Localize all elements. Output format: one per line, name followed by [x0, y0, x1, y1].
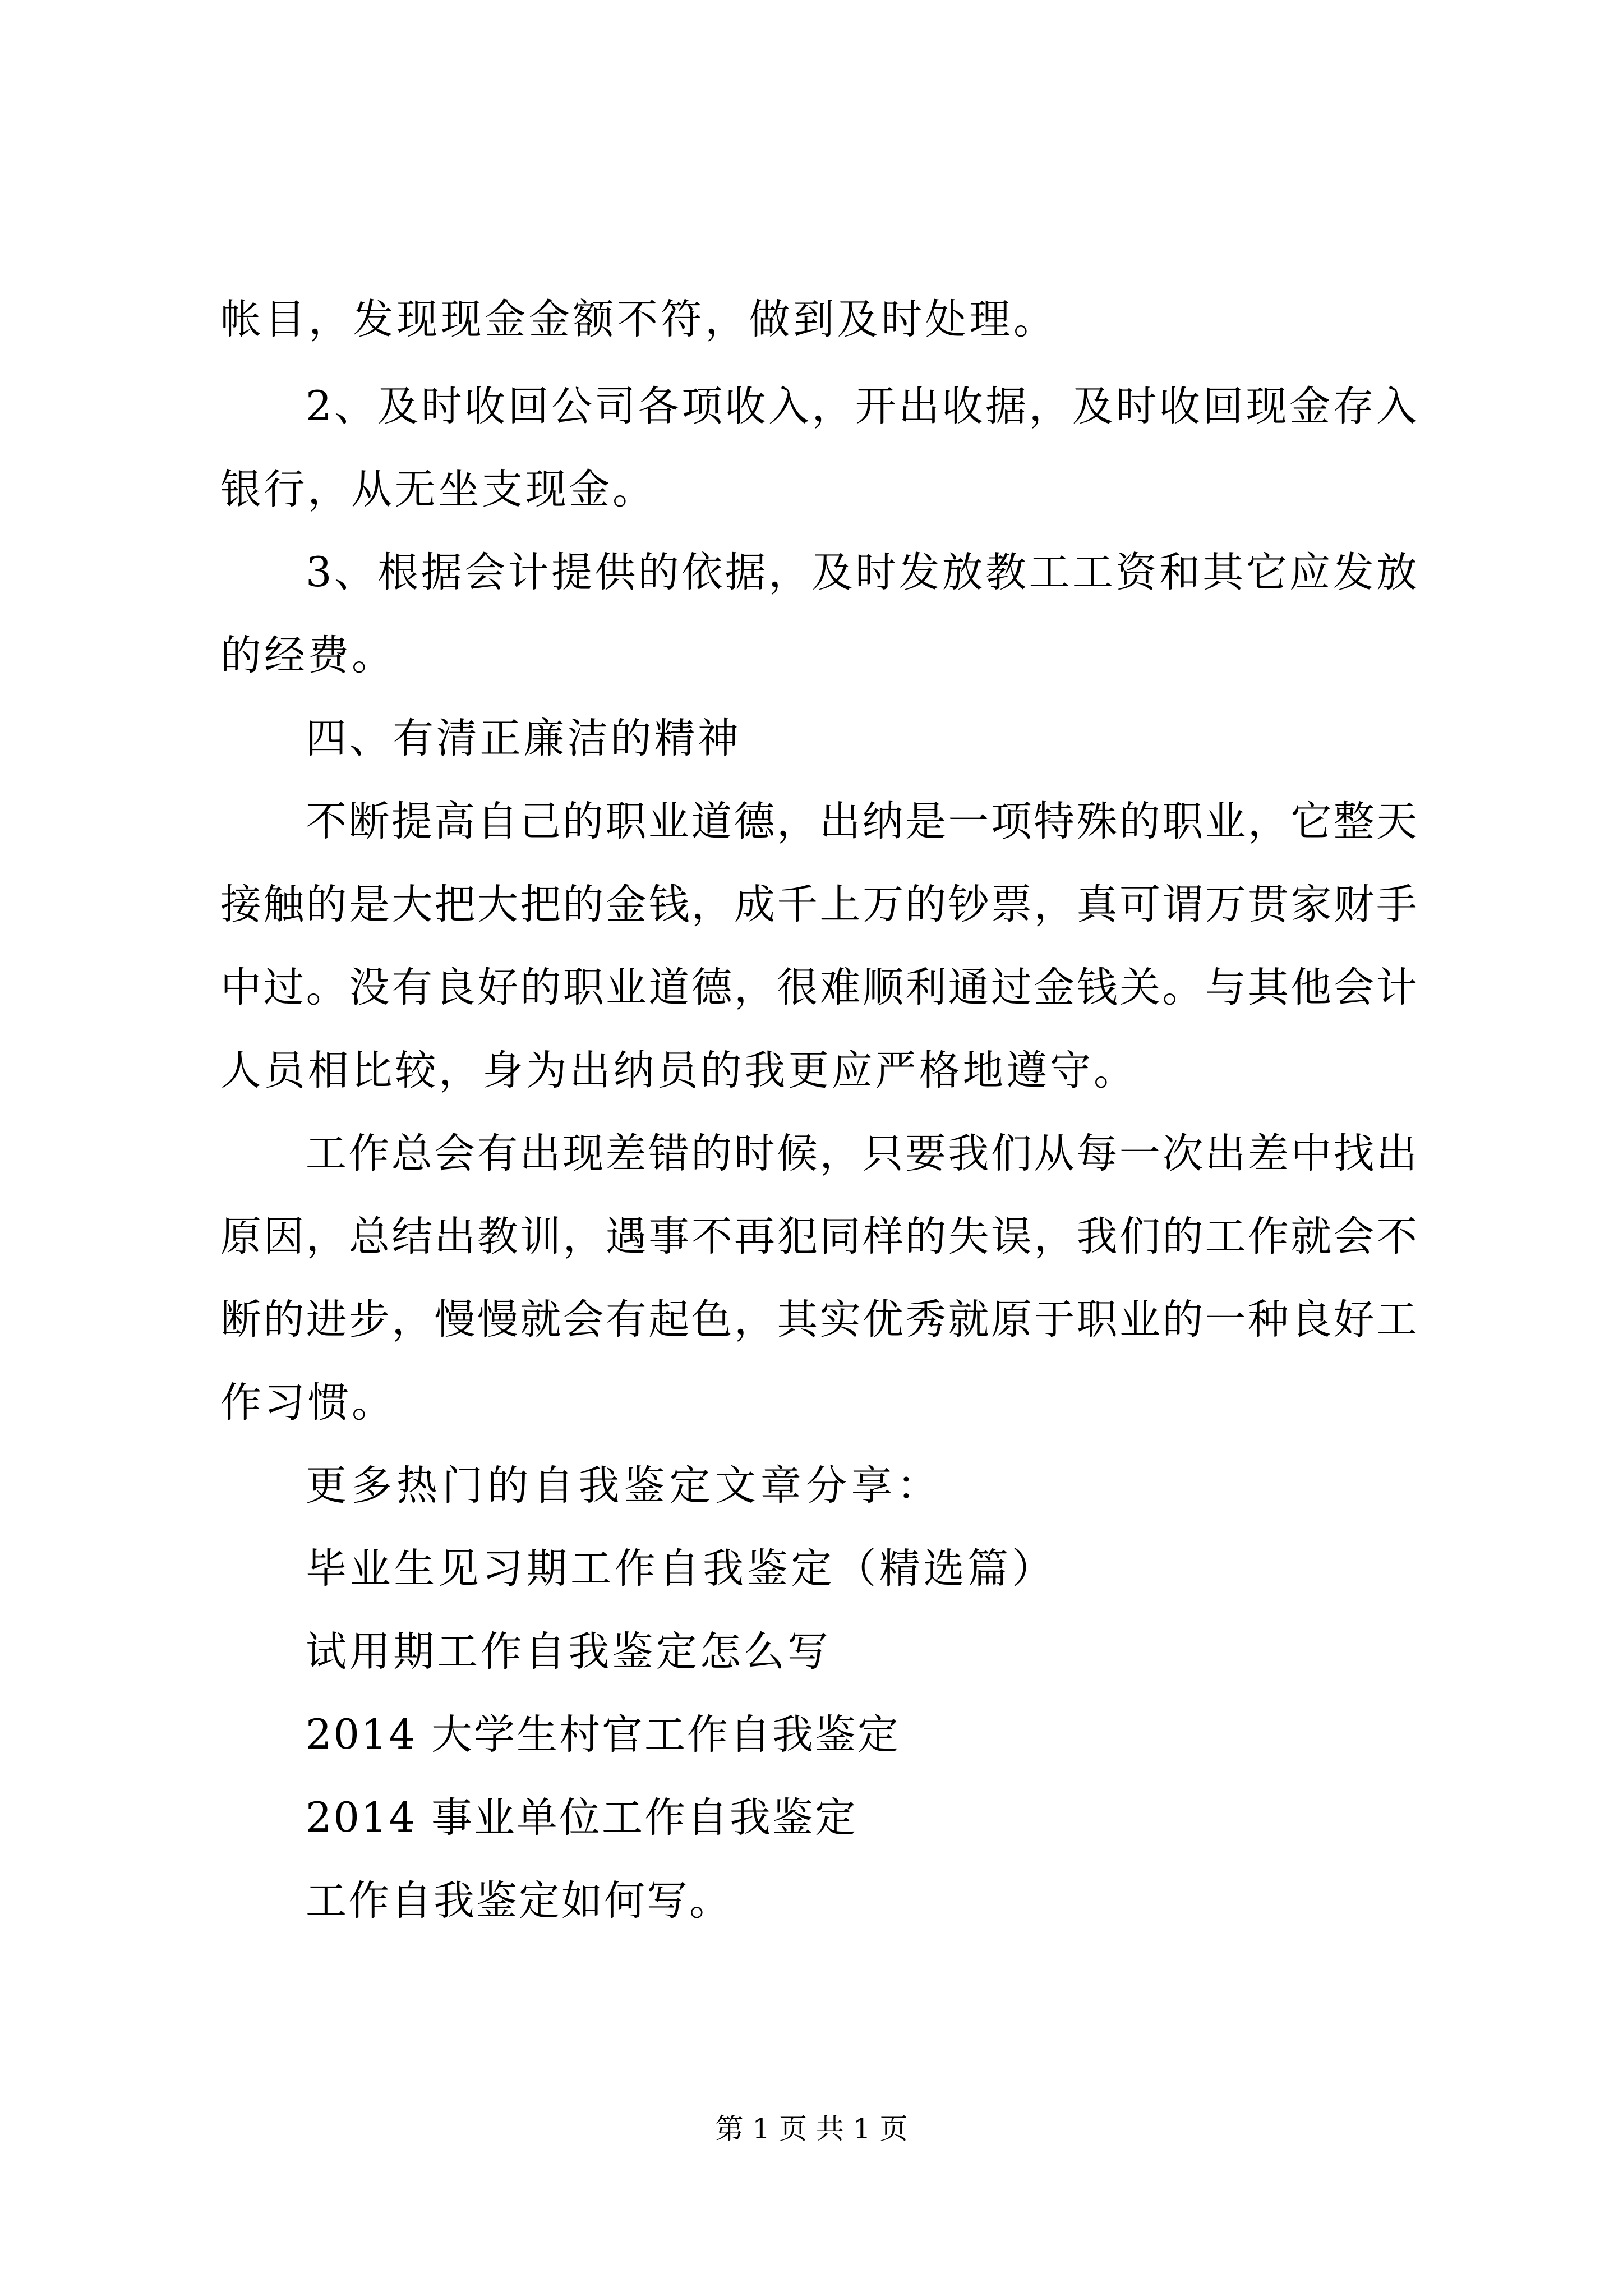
body-line-5: 的经费。 — [220, 632, 394, 679]
body-line-14: 作习惯。 — [220, 1379, 394, 1427]
body-line-8: 接触的是大把大把的金钱，成千上万的钞票，真可谓万贯家财手 — [220, 881, 1419, 928]
article-link-4: 2014 事业单位工作自我鉴定 — [306, 1794, 857, 1842]
article-link-1: 毕业生见习期工作自我鉴定（精选篇） — [306, 1545, 1054, 1593]
body-line-9: 中过。没有良好的职业道德，很难顺利通过金钱关。与其他会计 — [220, 964, 1419, 1011]
body-line-10: 人员相比较，身为出纳员的我更应严格地遵守。 — [220, 1047, 1136, 1094]
body-line-3: 银行，从无坐支现金。 — [220, 466, 655, 513]
share-intro: 更多热门的自我鉴定文章分享： — [306, 1462, 939, 1510]
body-line-11: 工作总会有出现差错的时候，只要我们从每一次出差中找出 — [306, 1130, 1419, 1177]
body-line-1: 帐目，发现现金金额不符，做到及时处理。 — [220, 296, 1056, 343]
article-link-5: 工作自我鉴定如何写。 — [306, 1877, 732, 1925]
article-link-2: 试用期工作自我鉴定怎么写 — [306, 1628, 830, 1676]
body-line-4: 3、根据会计提供的依据，及时发放教工工资和其它应发放 — [306, 549, 1419, 596]
body-line-2: 2、及时收回公司各项收入，开出收据，及时收回现金存入 — [306, 383, 1419, 430]
section-heading: 四、有清正廉洁的精神 — [306, 715, 740, 762]
body-line-13: 断的进步，慢慢就会有起色，其实优秀就原于职业的一种良好工 — [220, 1296, 1419, 1343]
body-line-12: 原因，总结出教训，遇事不再犯同样的失误，我们的工作就会不 — [220, 1213, 1419, 1260]
article-link-3: 2014 大学生村官工作自我鉴定 — [306, 1711, 900, 1759]
page-footer: 第 1 页 共 1 页 — [715, 2113, 908, 2145]
body-line-7: 不断提高自己的职业道德，出纳是一项特殊的职业，它整天 — [306, 798, 1419, 845]
